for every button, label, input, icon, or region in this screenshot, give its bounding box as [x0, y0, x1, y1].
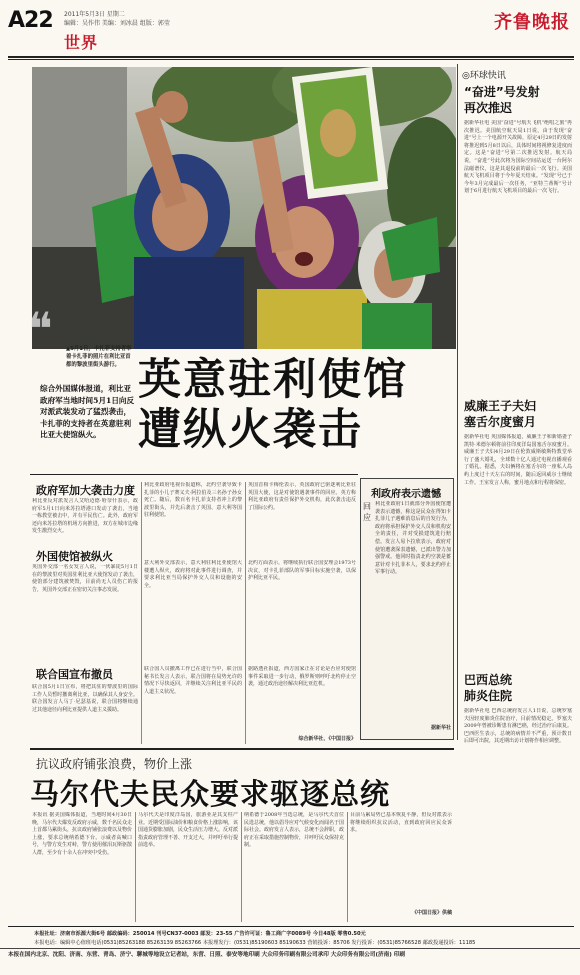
bottom-col-d: 目前马累局势已基本恢复平静，但反对派表示将继续组织抗议活动，直到政府回应民众诉求。: [350, 812, 452, 834]
footer-line-1: 本报社址：济南市泺源大街6号 邮政编码：250014 刊号CN37-0003 邮发：23-55 广告许可证：鲁工商广字0089号 今日48版 零售0.50元: [34, 931, 366, 937]
col-divider-1: [141, 482, 142, 744]
brief-1-title-line-2: 再次推迟: [464, 101, 513, 115]
body-col3-p2: 北约方面表示，将继续执行联合国安理会1973号决议，对卡扎菲部队的军事目标实施空袭，以保护利比亚平民。: [248, 560, 356, 582]
bottom-col-b: 马尔代夫是印度洋岛国，旅游业是其支柱产业。近期受国际油价和粮食价格上涨影响，该国通货膨胀加剧，民众生活压力增大。反对派指责政府管理不善、开支过大，并呼吁举行提前选举。: [138, 812, 238, 849]
body-col2-p1: 利比亚政府电视台报道称，北约空袭导致卡扎菲的小儿子赛义夫·阿拉伯及三名孙子孙女死亡。随后，数百名卡扎菲支持者冲上的黎波里街头，并先后袭击了英国、意大利等国驻利使馆。: [144, 482, 242, 519]
sidebar-label: 回应: [363, 502, 371, 522]
brief-3-title-line-1: 巴西总统: [464, 673, 513, 687]
brief-3-title: [464, 672, 512, 704]
bottom-kicker: 抗议政府铺张浪费，物价上涨: [36, 757, 193, 771]
headline-line-2: 遭纵火袭击: [138, 405, 363, 455]
brief-1-title-line-1: “奋进”号发射: [464, 85, 540, 99]
body-col1-p3: 联合国5月1日宣布，将把其驻的黎波里的国际工作人员暂时撤离利比亚，以确保其人身安全。联合国发言人马丁·尼瑟基说，联合国将继续通过其他途径向利比亚提供人道主义援助。: [32, 684, 138, 713]
right-col-divider: [457, 64, 458, 740]
bottom-source: 《中国日报》供稿: [411, 910, 452, 916]
bottom-story-rule: [30, 748, 454, 750]
body-col2-p2: 意大利外交部表示，意大利驻利比亚使馆大楼遭人纵火，政府将对此事件进行调查，并要求利比亚当局保护外交人员和设施的安全。: [144, 560, 242, 589]
global-brief-tag: ◎环球快讯: [462, 71, 506, 81]
brief-2-title-line-2: 塞舌尔度蜜月: [464, 415, 537, 429]
photo-caption: ▲5月1日，卡扎菲支持者举着卡扎菲的照片在利比亚首都的黎波里街头游行。: [66, 346, 132, 369]
body-col1-p2: 英国外交部一名女发言人说，一伙暴徒5月1日在的黎波里对英国驻利比亚大使馆发动了袭击，使馆部分建筑被焚毁，目前尚无人员伤亡的报告，英国外交部正在密切关注事态发展。: [32, 564, 138, 593]
story-source: 综合新华社、《中国日报》: [298, 736, 356, 742]
brief-2-title-line-1: 威廉王子夫妇: [464, 399, 537, 413]
body-top-rule: [30, 474, 358, 475]
bottom-divider-2: [241, 812, 242, 922]
brief-3-text: 据新华社电 巴西总统府发言人1日说，总统罗塞夫因轻度肺炎住院治疗，目前情况稳定。罗塞夫2009年曾被诊断患有淋巴癌，经过治疗后康复。巴西医生表示，总统的病情并不严重，预计数日后即可出院，其近期出访计划将作相应调整。: [464, 708, 572, 745]
body-col3-p3: 据路透社报道，西方国家正在讨论是否应对使馆事件采取进一步行动，俄罗斯则呼吁北约停止空袭，通过政治途径解决利比亚危机。: [248, 666, 356, 688]
body-col3-p1: 英国首相卡梅伦表示，英国政府已驱逐利比亚驻英国大使，这是对使馆遇袭事件的回应。英方称利比亚政府有责任保护外交机构，此次袭击违反了国际公约。: [248, 482, 356, 511]
col-divider-2: [245, 482, 246, 744]
footer: [0, 928, 580, 975]
bottom-col-c: 纳希德于2008年当选总统，是马尔代夫首位民选总统，他以倡导应对气候变化而闻名于国际社会。政府发言人表示，总统不会辞职，政府正在采取措施控制物价，并呼吁民众保持克制。: [244, 812, 344, 849]
bottom-divider-3: [347, 812, 348, 922]
quote-mark-icon: ❝: [28, 302, 53, 356]
footer-line-3: 本报在国内北京、沈阳、济南、东营、青岛、济宁、聊城等地设立记者站，东营、日照、泰安等地印刷 大众印务印刷有限公司承印 大众印务有限公司(济南) 印刷: [0, 948, 580, 960]
brief-2-text: 据新华社电 英国媒体报道，威廉王子和新婚妻子凯特·米德尔顿将前往印度洋岛国塞舌尔度蜜月。威廉王子夫妇4月29日在伦敦威斯敏斯特教堂举行了盛大婚礼，全球数十亿人通过电视直播观看了婚礼。据悉，夫妇俩将在塞舌尔的一座私人岛屿上度过十天左右的时间，随后返回威尔士继续工作。王室发言人称，蜜月地点和行程将保密。: [464, 434, 572, 486]
main-headline: [138, 355, 464, 455]
sidebar-text: 利比亚政府1日就部分外国使馆遭袭表示遗憾，称这是民众在得知卡扎菲儿子遇难消息后的自发行为，政府将承担保护外交人员和机构安全的责任，并对受损建筑进行赔偿。发言人易卜拉欣表示，政府对使馆遭袭深表遗憾，已派出警力加强警戒。他同时指责北约空袭是蓄意针对卡扎菲本人，要求北约停止军事行动。: [375, 501, 451, 576]
newspaper-masthead: 齐鲁晚报: [494, 12, 570, 33]
section-name: 世界: [64, 33, 99, 52]
sidebar-source: 据新华社: [430, 725, 451, 731]
brief-1-title: [464, 84, 540, 116]
body-col1-p1: 利比亚反对派发言人艾哈迈德·哈奈什表示，政府军5月1日向米苏拉塔港口发动了袭击，当地一栋教堂被击中，并有平民伤亡。此外，政府军还向米苏拉塔的机场方向推进，双方在城市边缘发生激烈交火。: [32, 498, 138, 535]
footer-line-2: 本报电话：编辑中心值班电话(0531)85263188 85263139 85263766 本报理发行：(0531)85190603 85190633 营销投诉：85706 发行投诉：(0531)85766528 邮政投递投诉：11185: [34, 940, 476, 946]
sidebar-title: 利政府表示遗憾: [371, 489, 441, 500]
sidebar-response-box: [360, 478, 454, 740]
header-rule-thin: [8, 59, 574, 60]
issue-date: 2011年5月3日 星期二: [64, 11, 125, 18]
editor-credits: 编辑：吴作伟 美编：刘冰晨 组版：郭莹: [64, 20, 170, 27]
subhead-military: 政府军加大袭击力度: [36, 484, 135, 497]
brief-2-title: [464, 398, 536, 430]
header-rule: [8, 56, 574, 58]
body-col2-p3: 联合国人员撤离工作已在进行当中，联合国秘书长发言人表示，联合国将在局势允许的情况下尽快返回，并继续关注利比亚平民的人道主义状况。: [144, 666, 242, 695]
bottom-divider-1: [135, 812, 136, 922]
bottom-headline: 马尔代夫民众要求驱逐总统: [30, 777, 391, 811]
bottom-col-a: 本报讯 据美国媒体报道，当地时间4月30日晚，马尔代夫爆发反政府示威，数千名民众走上首都马累街头，抗议政府铺张浪费以及物价上涨，要求总统纳希德下台。示威者高喊口号，与警方发生对峙，警方使用催泪瓦斯驱散人群，至少有十余人在冲突中受伤。: [32, 812, 132, 856]
brief-3-title-line-2: 肺炎住院: [464, 689, 513, 703]
brief-1-text: 据新华社电 美国“奋进”号航天飞机“绝唱之旅”再次推迟。美国航空航天局1日说，由于发现“奋进”号上一个电源开关故障，原定4月29日的发射将推迟到5月8日以后，具体时间将视修复进度而定。这是“奋进”号第二次推迟发射。航天局说，“奋进”号此次将为国际空间站运送一台阿尔法磁谱仪，这是其退役前的最后一次飞行。美国航天飞机项目将于今年夏天结束。“发现”号已于今年3月完成最后一次任务，“亚特兰蒂斯”号计划于6月进行航天飞机项目的最后一次飞行。: [464, 120, 572, 195]
footer-rule: [8, 926, 574, 927]
headline-line-1: 英意驻利使馆: [138, 355, 408, 405]
lead-paragraph: 综合外国媒体报道，利比亚政府军当地时间5月1日向反对派武装发动了猛烈袭击，卡扎菲的支持者在英意驻利比亚大使馆纵火。: [40, 384, 135, 439]
protest-photo: [32, 67, 456, 349]
subhead-un: 联合国宣布撤员: [36, 668, 113, 681]
page-number: A22: [8, 8, 53, 33]
subhead-embassy: 外国使馆被纵火: [36, 550, 113, 563]
